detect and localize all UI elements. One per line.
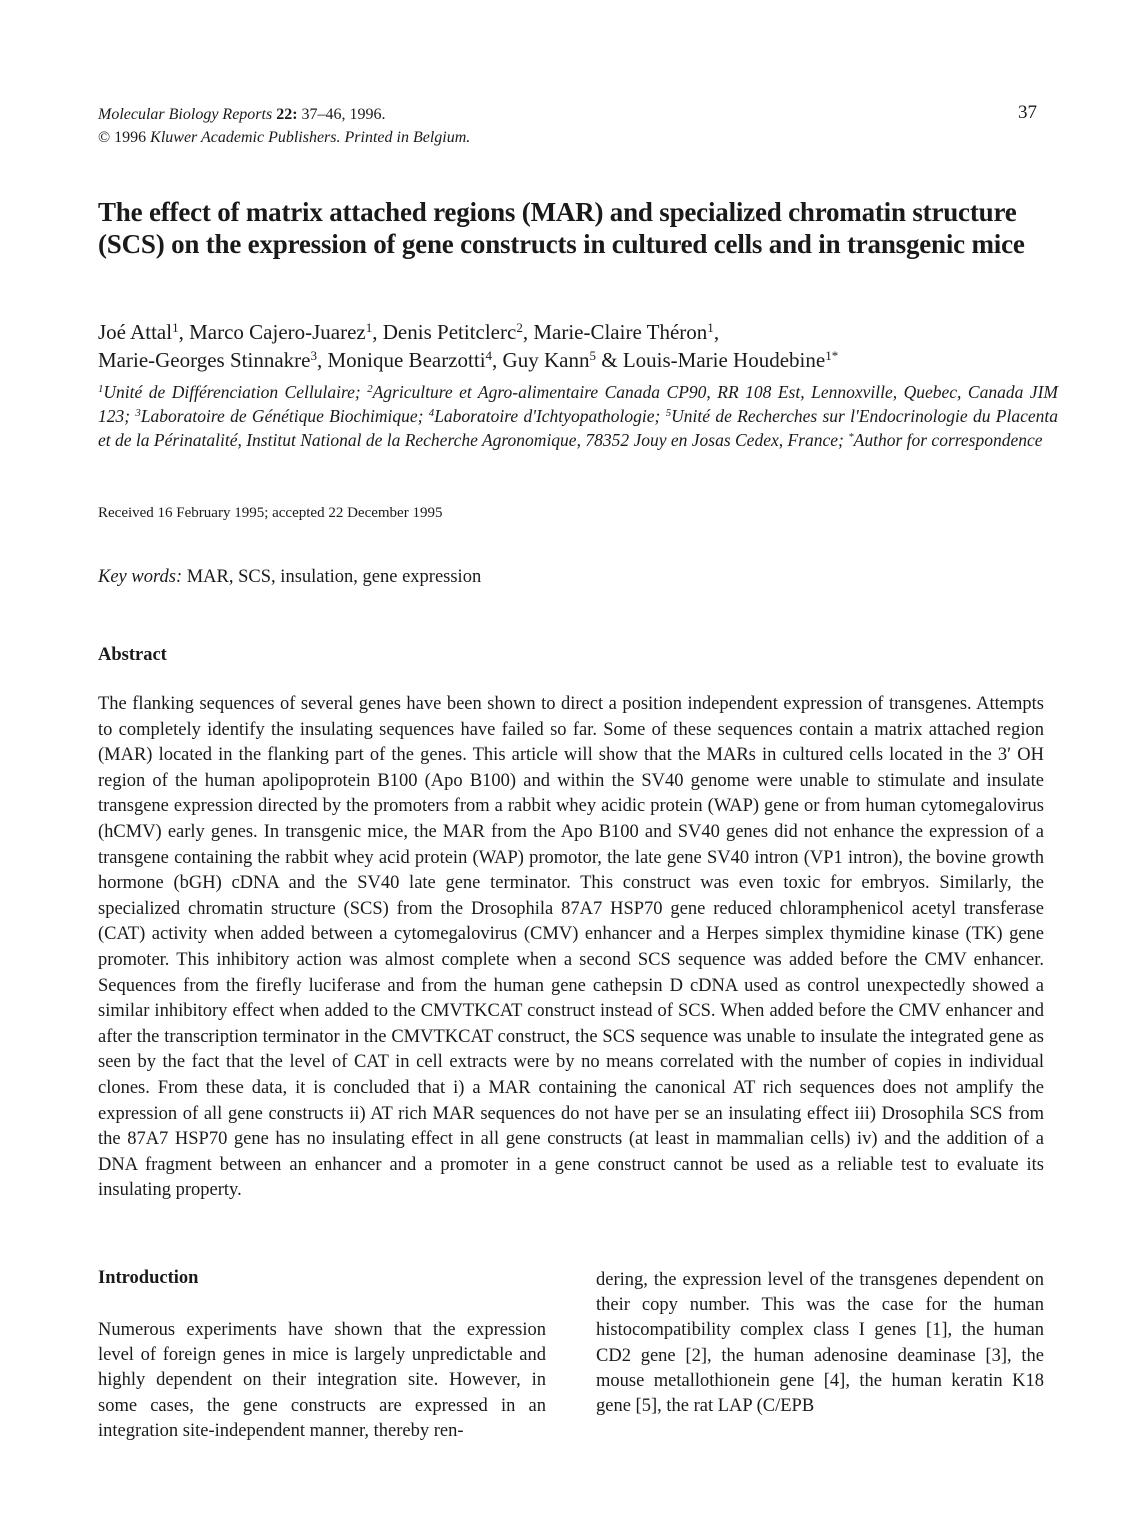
affiliation-marker: * (848, 431, 854, 444)
author: Denis Petitclerc$^2$, (382, 319, 534, 344)
affiliation: Agriculture et Agro-alimentaire Canada CP90, RR 108 Est, Lennoxville, Quebec, Canada JIM 123; (98, 382, 1058, 426)
journal-pages: 37–46, 1996. (301, 106, 386, 123)
affiliation: Author for correspondence (853, 430, 1043, 450)
author: Louis-Marie Houdebine$^{1*}$ (622, 347, 839, 372)
journal-volume: 22: (276, 106, 298, 123)
copyright-line (98, 126, 470, 149)
affiliation-marker: 3 (135, 407, 141, 420)
keywords-label: Key words: (98, 567, 183, 587)
author: Guy Kann$^5$ & (502, 347, 623, 372)
affiliation: Unité de Recherches sur l'Endocrinologie du Placenta et de la Périnatalité, Institut National de la Recherche Agronomique, 78352 Jouy en Josas Cedex, France; (98, 406, 1059, 450)
affiliation-marker: 4 (428, 407, 435, 420)
page-number: 37 (1018, 102, 1037, 123)
printed-in: Printed in Belgium. (344, 129, 471, 146)
affiliation: Unité de Différenciation Cellulaire; (103, 382, 368, 402)
abstract-text: The flanking sequences of several genes have been shown to direct a position independent expression of transgenes. Attempts to completely identify the insulating sequences have failed so far. Some of these sequences contain a matrix attached region (MAR) located in the flanking part of the genes. This article will show that the MARs in cultured cells located in the 3′ OH region of the human apolipoprotein B100 (Apo B100) and within the SV40 genome were unable to stimulate and insulate transgene expression directed by the promoters from a rabbit whey acidic protein (WAP) gene or from human cytomegalovirus (hCMV) early genes. In transgenic mice, the MAR from the Apo B100 and SV40 genes did not enhance the expression of a transgene containing the rabbit whey acid protein (WAP) promotor, the late gene SV40 intron (VP1 intron), the bovine growth hormone (bGH) cDNA and the SV40 late gene terminator. This construct was even toxic for embryos. Similarly, the specialized chromatin structure (SCS) from the Drosophila 87A7 HSP70 gene reduced chloramphenicol acetyl transferase (CAT) activity when added between a cytomegalovirus (CMV) enhancer and a Herpes simplex thymidine kinase (TK) gene promoter. This inhibitory action was almost complete when a second SCS sequence was added before the CMV enhancer. Sequences from the firefly luciferase and from the human gene cathepsin D cDNA used as control unexpectedly showed a similar inhibitory effect when added to the CMVTKCAT construct instead of SCS. When added before the CMV enhancer and after the transcription terminator in the CMVTKCAT construct, the SCS sequence was unable to insulate the integrated gene as seen by the fact that the level of CAT in cell extracts were by no means correlated with the number of copies in individual clones. From these data, it is concluded that i) a MAR containing the canonical AT rich sequences does not amplify the expression of all gene constructs ii) AT rich MAR sequences do not have per se an insulating effect iii) Drosophila SCS from the 87A7 HSP70 gene has no insulating effect in all gene constructs (at least in mammalian cells) iv) and the addition of a DNA fragment between an enhancer and a promoter in a gene construct cannot be used as a reliable test to evaluate its insulating property. (98, 694, 1044, 1201)
received-dates: Received 16 February 1995; accepted 22 December 1995 (98, 505, 443, 521)
publisher: Kluwer Academic Publishers. (150, 129, 341, 146)
author: Joé Attal$^1$, (98, 319, 190, 344)
article-title: The effect of matrix attached regions (MAR) and specialized chromatin structure (SCS) on the expression of gene constructs in cultured cells and in transgenic mice (98, 197, 1025, 259)
introduction-heading: Introduction (98, 1268, 199, 1288)
affiliation-marker: 5 (665, 407, 672, 420)
affiliation: Laboratoire d'Ichtyopathologie; (434, 406, 666, 426)
journal-line (98, 103, 470, 126)
author: Marie-Georges Stinnakre$^3$, (98, 347, 328, 372)
affiliation-marker: 2 (367, 383, 373, 396)
keywords-value: MAR, SCS, insulation, gene expression (186, 567, 482, 587)
affiliation: Laboratoire de Génétique Biochimique; (140, 406, 429, 426)
copyright-year: 1996 (114, 129, 147, 146)
affiliations (98, 380, 1058, 452)
copyright-symbol: © (98, 129, 111, 146)
journal-name: Molecular Biology Reports (98, 106, 273, 123)
keywords (98, 567, 481, 588)
abstract-heading: Abstract (98, 645, 167, 665)
author: Marco Cajero-Juarez$^1$, (189, 319, 383, 344)
author-list (98, 318, 1058, 374)
introduction-column-left: Numerous experiments have shown that the expression level of foreign genes in mice is largely unpredictable and highly dependent on their integration site. However, in some cases, the gene constructs are expressed in an integration site-independent manner, thereby ren- (98, 1320, 546, 1441)
introduction-column-right: dering, the expression level of the transgenes dependent on their copy number. This was the case for the human histocompatibility complex class I genes [1], the human CD2 gene [2], the human adenosine deaminase [3], the mouse metallothionein gene [4], the human keratin K18 gene [5], the rat LAP (C/EPB (596, 1270, 1044, 1417)
journal-citation (98, 103, 470, 149)
author: Marie-Claire Théron$^1$, (533, 319, 720, 344)
author: Monique Bearzotti$^4$, (327, 347, 503, 372)
affiliation-marker: 1 (98, 383, 104, 396)
